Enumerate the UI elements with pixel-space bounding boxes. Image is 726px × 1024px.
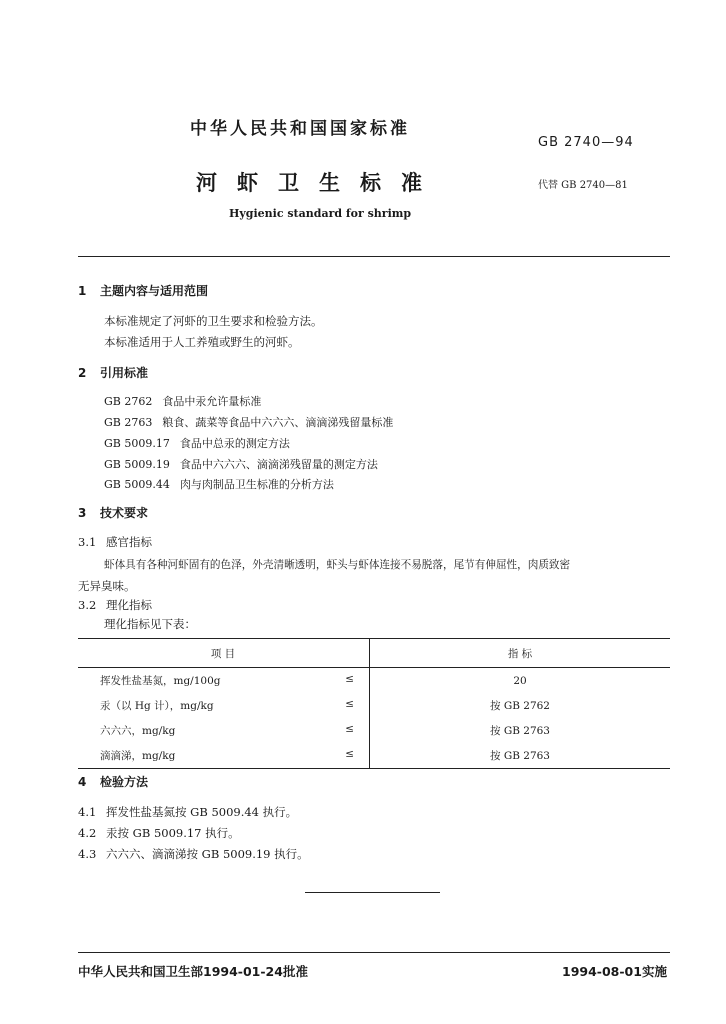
- method-item: 4.2 汞按 GB 5009.17 执行。: [78, 826, 240, 840]
- section-1-heading: 1 主题内容与适用范围: [78, 284, 209, 298]
- subsection-3-2-heading: 3.2 理化指标: [78, 598, 152, 612]
- section-4-heading: 4 检验方法: [78, 775, 149, 789]
- end-rule: [305, 892, 440, 893]
- row-value: 按 GB 2763: [489, 725, 550, 737]
- english-title: Hygienic standard for shrimp: [229, 207, 412, 220]
- column-header-item: 项 目: [78, 639, 370, 668]
- sensory-text-line-2: 无异臭味。: [78, 579, 136, 593]
- section-1-line-2: 本标准适用于人工养殖或野生的河虾。: [104, 335, 300, 349]
- reference-item: GB 2762 食品中汞允许量标准: [104, 395, 262, 408]
- replaces-note: 代替 GB 2740—81: [538, 180, 628, 191]
- row-operator: ≤: [345, 673, 354, 685]
- row-value: 按 GB 2762: [489, 700, 550, 712]
- table-row: [78, 668, 670, 694]
- column-header-value: 指 标: [370, 639, 671, 668]
- footer-divider: [78, 952, 670, 953]
- approval-note: 中华人民共和国卫生部1994-01-24批准: [78, 964, 308, 979]
- section-2-heading: 2 引用标准: [78, 366, 149, 380]
- table-row: [78, 743, 670, 769]
- row-operator: ≤: [345, 723, 354, 735]
- row-item: 滴滴涕，mg/kg: [100, 750, 176, 762]
- reference-item: GB 2763 粮食、蔬菜等食品中六六六、滴滴涕残留量标准: [104, 416, 394, 429]
- row-item: 挥发性盐基氮，mg/100g: [100, 675, 221, 687]
- section-1-line-1: 本标准规定了河虾的卫生要求和检验方法。: [104, 314, 323, 328]
- issuer-title: 中华人民共和国国家标准: [190, 119, 410, 139]
- table-row: [78, 693, 670, 718]
- row-operator: ≤: [345, 748, 354, 760]
- document-title: 河虾卫生标准: [196, 171, 442, 195]
- row-value: 按 GB 2763: [370, 743, 671, 769]
- standard-code: GB 2740—94: [538, 135, 634, 150]
- physicochemical-table: [78, 638, 670, 769]
- reference-item: GB 5009.44 肉与肉制品卫生标准的分析方法: [104, 478, 334, 491]
- reference-item: GB 5009.17 食品中总汞的测定方法: [104, 437, 290, 450]
- table-row: [78, 718, 670, 743]
- subsection-3-1-heading: 3.1 感官指标: [78, 535, 152, 549]
- reference-item: GB 5009.19 食品中六六六、滴滴涕残留量的测定方法: [104, 458, 378, 471]
- row-item: 六六六，mg/kg: [100, 725, 176, 737]
- method-item: 4.3 六六六、滴滴涕按 GB 5009.19 执行。: [78, 847, 309, 861]
- method-item: 4.1 挥发性盐基氮按 GB 5009.44 执行。: [78, 805, 298, 819]
- row-item: 汞（以 Hg 计），mg/kg: [100, 700, 214, 712]
- header-divider: [78, 256, 670, 257]
- table-intro: 理化指标见下表：: [104, 617, 196, 631]
- row-value: 20: [513, 674, 527, 687]
- effective-date: 1994-08-01实施: [562, 964, 667, 979]
- section-3-heading: 3 技术要求: [78, 506, 149, 520]
- table-header-row: [78, 639, 670, 668]
- row-operator: ≤: [345, 698, 354, 710]
- sensory-text-line-1: 虾体具有各种河虾固有的色泽，外壳清晰透明，虾头与虾体连接不易脱落，尾节有伸屈性，肉质致密: [104, 559, 571, 571]
